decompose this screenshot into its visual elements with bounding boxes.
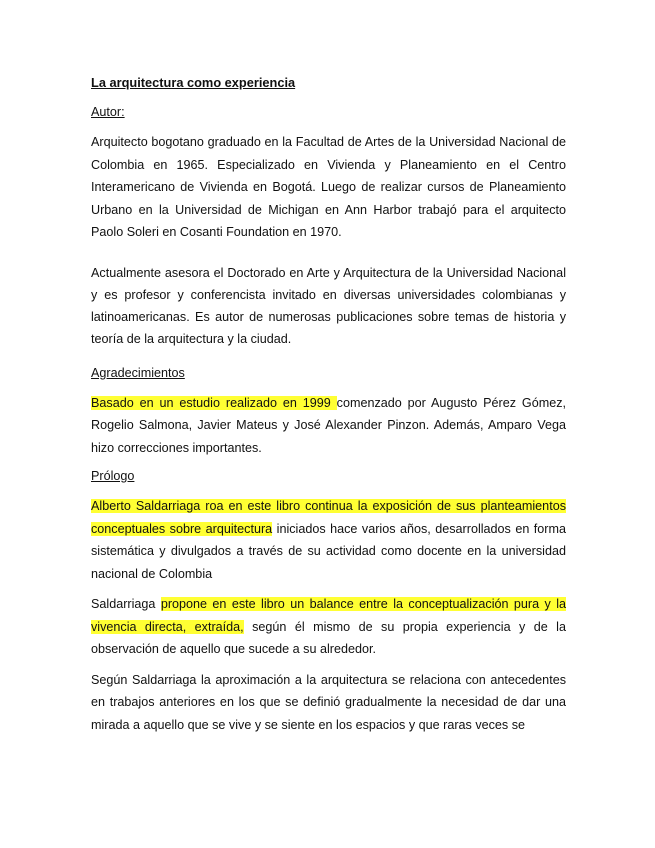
prologue-p1-highlight: Alberto Saldarriaga roa en este libro continua la exposición de sus planteamientos conceptuales sobre arquitectura <box>91 499 566 536</box>
prologue-paragraph-2 <box>91 593 566 661</box>
prologue-p2-start: Saldarriaga <box>91 597 161 611</box>
acknowledgements-highlight: Basado en un estudio realizado en 1999 <box>91 395 337 410</box>
prologue-paragraph-3: Según Saldarriaga la aproximación a la arquitectura se relaciona con antecedentes en trabajos anteriores en los que se definió gradualmente la necesidad de dar una mirada a aquello que se vive y se siente en los espacios y que raras veces se <box>91 672 566 732</box>
prologue-p2-text: según él mismo de su propia experiencia y de la observación de aquello que sucede a su alrededor. <box>91 619 566 656</box>
acknowledgements-paragraph <box>91 392 566 460</box>
acknowledgements-heading: Agradecimientos <box>91 365 185 380</box>
prologue-p1-text: iniciados hace varios años, desarrollados en forma sistemática y divulgados a través de su actividad como docente en la universidad nacional de Colombia <box>91 521 566 581</box>
author-paragraph-2: Actualmente asesora el Doctorado en Arte y Arquitectura de la Universidad Nacional y es profesor y conferencista invitado en diversas universidades colombianas y latinoamericanas. Es autor de numerosas publicaciones sobre temas de historia y teoría de la arquitectura y la ciudad. <box>91 265 566 346</box>
author-paragraph-1: Arquitecto bogotano graduado en la Facultad de Artes de la Universidad Nacional de Colombia en 1965. Especializado en Vivienda y Planeamiento en el Centro Interamericano de Vivienda en Bogotá. Luego de realizar cursos de Planeamiento Urbano en la Universidad de Michigan en Ann Harbor trabajó para el arquitecto Paolo Soleri en Cosanti Foundation en 1970. <box>91 135 566 239</box>
document-page <box>91 74 566 744</box>
author-heading: Autor: <box>91 105 125 119</box>
prologue-p2-highlight: propone en este libro un balance entre la conceptualización pura y la vivencia directa, extraída, <box>91 597 566 634</box>
prologue-heading: Prólogo <box>91 469 135 483</box>
prologue-paragraph-1 <box>91 495 566 585</box>
document-title: La arquitectura como experiencia <box>91 75 296 90</box>
acknowledgements-text: comenzado por Augusto Pérez Gómez, Rogelio Salmona, Javier Mateus y José Alexander Pinzon. Además, Amparo Vega hizo correcciones importantes. <box>91 395 567 455</box>
